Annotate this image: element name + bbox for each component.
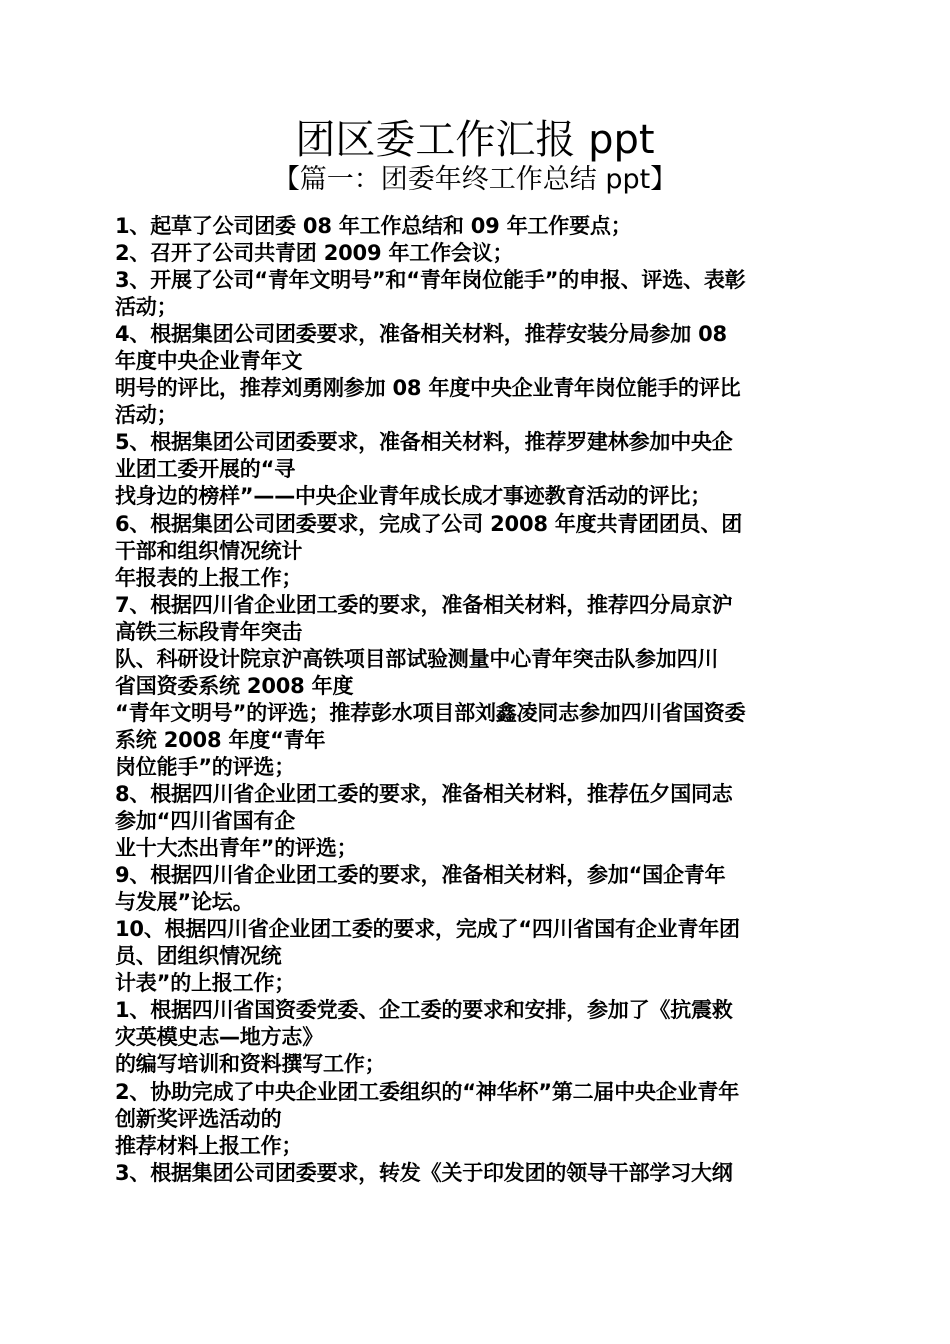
text-line: 高铁三标段青年突击 xyxy=(115,619,303,644)
text-line: 业十大杰出青年”的评选； xyxy=(115,836,358,861)
text-line: 1、根据四川省国资委党委、企工委的要求和安排，参加了《抗震救 xyxy=(115,998,733,1023)
text-line: 业团工委开展的“寻 xyxy=(115,457,296,482)
text-line: 系统 2008 年度“青年 xyxy=(115,727,326,752)
text-line: 明号的评比，推荐刘勇刚参加 08 年度中央企业青年岗位能手的评比 xyxy=(115,376,741,401)
text-line: 活动； xyxy=(115,403,178,428)
text-line: 岗位能手”的评选； xyxy=(115,754,296,779)
text-line: 创新奖评选活动的 xyxy=(115,1106,282,1131)
text-line: 5、根据集团公司团委要求，准备相关材料，推荐罗建林参加中央企 xyxy=(115,430,733,455)
text-line: 8、根据四川省企业团工委的要求，准备相关材料，推荐伍夕国同志 xyxy=(115,781,733,806)
body-text xyxy=(115,213,835,1187)
text-line: 2、召开了公司共青团 2009 年工作会议； xyxy=(115,241,514,266)
text-line: 6、根据集团公司团委要求，完成了公司 2008 年度共青团团员、团 xyxy=(115,511,743,536)
text-line: 参加“四川省国有企 xyxy=(115,809,296,834)
text-line: 7、根据四川省企业团工委的要求，准备相关材料，推荐四分局京沪 xyxy=(115,592,733,617)
text-line: 队、科研设计院京沪高铁项目部试验测量中心青年突击队参加四川 xyxy=(115,646,719,671)
text-line: 4、根据集团公司团委要求，准备相关材料，推荐安装分局参加 08 xyxy=(115,322,727,347)
text-line: 年度中央企业青年文 xyxy=(115,349,303,374)
text-line: 1、起草了公司团委 08 年工作总结和 09 年工作要点； xyxy=(115,214,632,238)
text-line: 活动； xyxy=(115,295,178,320)
text-line: 的编写培训和资料撰写工作； xyxy=(115,1052,386,1077)
page-title: 团区委工作汇报 ppt xyxy=(295,117,655,163)
text-line: 省国资委系统 2008 年度 xyxy=(115,673,354,698)
text-line: 推荐材料上报工作； xyxy=(115,1133,303,1158)
text-line: 灾英模史志—地方志》 xyxy=(115,1025,323,1050)
text-line: 9、根据四川省企业团工委的要求，准备相关材料，参加“国企青年 xyxy=(115,863,726,888)
section-subtitle: 【篇一：团委年终工作总结 ppt】 xyxy=(272,164,678,195)
text-line: 找身边的榜样”——中央企业青年成长成才事迹教育活动的评比； xyxy=(115,484,711,509)
text-line: 年报表的上报工作； xyxy=(115,565,303,590)
text-line: 计表”的上报工作； xyxy=(115,971,296,996)
text-line: 干部和组织情况统计 xyxy=(115,538,303,563)
text-line: “青年文明号”的评选；推荐彭水项目部刘鑫凌同志参加四川省国资委 xyxy=(115,700,746,725)
text-line: 3、开展了公司“青年文明号”和“青年岗位能手”的申报、评选、表彰 xyxy=(115,268,746,293)
text-line: 员、团组织情况统 xyxy=(115,944,282,969)
text-line: 3、根据集团公司团委要求，转发《关于印发团的领导干部学习大纲 xyxy=(115,1160,733,1185)
text-line: 2、协助完成了中央企业团工委组织的“神华杯”第二届中央企业青年 xyxy=(115,1079,740,1104)
text-line: 与发展”论坛。 xyxy=(115,890,254,915)
text-line: 10、根据四川省企业团工委的要求，完成了“四川省国有企业青年团 xyxy=(115,917,740,942)
